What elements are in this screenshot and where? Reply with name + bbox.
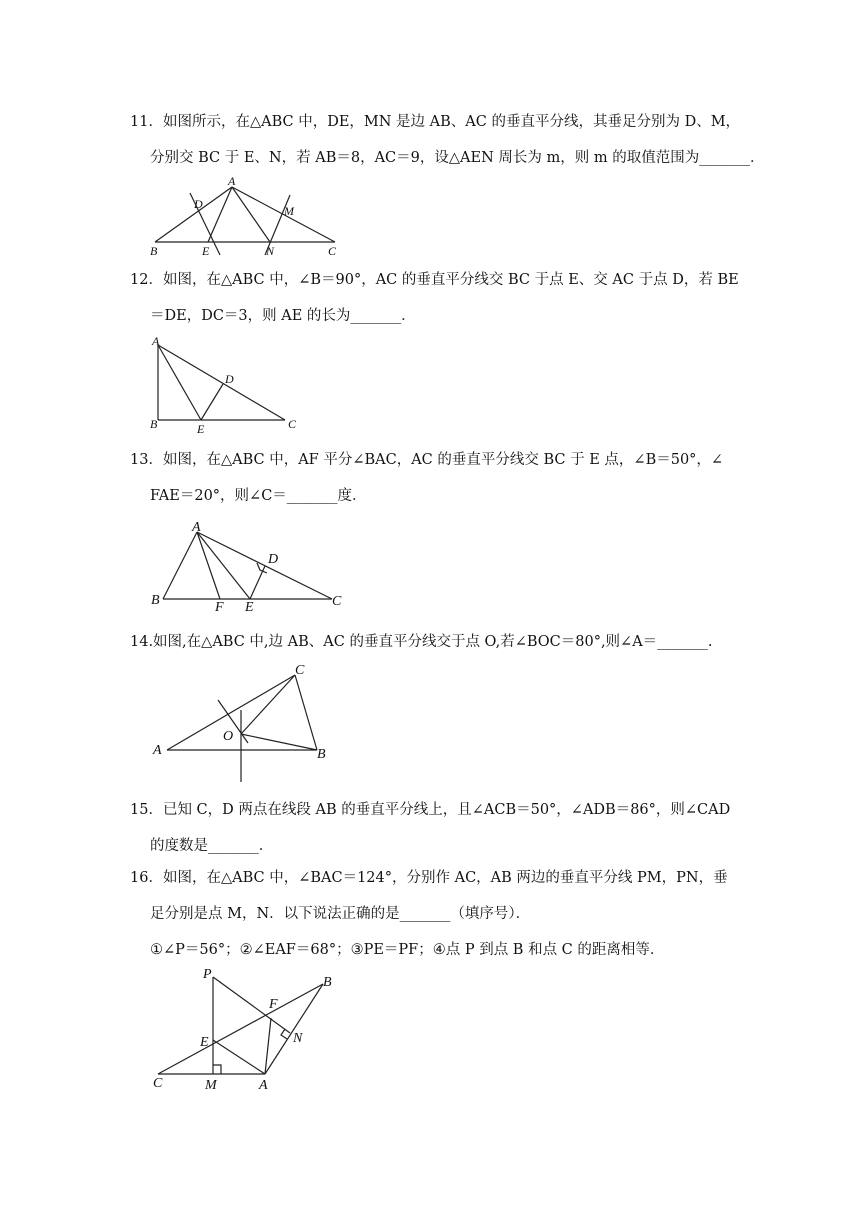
question-15-line-1: 15．已知 C，D 两点在线段 AB 的垂直平分线上，且∠ACB＝50°，∠ADB＝86°，则∠CAD — [130, 802, 731, 818]
question-16-line-2: 足分别是点 M，N．以下说法正确的是_______（填序号）． — [150, 906, 531, 922]
q14-label-A: A — [153, 743, 162, 758]
question-11-figure — [140, 175, 360, 260]
q13-label-E: E — [245, 600, 254, 612]
q11-label-B: B — [150, 244, 158, 258]
q11-label-N: N — [266, 244, 275, 258]
q11-label-D: D — [194, 197, 203, 211]
q11-label-M: M — [284, 204, 294, 218]
q12-label-D: D — [225, 372, 234, 386]
question-12-line-2: ＝DE，DC＝3，则 AE 的长为_______． — [150, 308, 416, 324]
q13-label-A: A — [192, 520, 201, 535]
q13-label-B: B — [151, 593, 160, 608]
q16-label-A: A — [259, 1078, 268, 1092]
question-13 — [130, 442, 740, 514]
question-11-line-2: 分别交 BC 于 E、N，若 AB＝8，AC＝9，设△AEN 周长为 m，则 m 的取值范围为_______． — [150, 150, 765, 166]
q16-label-B: B — [323, 975, 332, 990]
q12-label-B: B — [150, 417, 158, 431]
q16-label-F: F — [269, 997, 278, 1012]
question-11 — [130, 104, 765, 176]
question-13-line-2: FAE＝20°，则∠C＝_______度． — [150, 488, 367, 504]
question-16-line-3: ①∠P＝56°；②∠EAF＝68°；③PE＝PF；④点 P 到点 B 和点 C 的距离相等． — [150, 942, 665, 958]
question-13-figure — [145, 517, 360, 612]
question-14-figure — [145, 660, 345, 785]
q13-label-C: C — [332, 594, 342, 609]
q11-label-E: E — [202, 244, 210, 258]
question-15 — [130, 792, 740, 864]
q13-label-D: D — [268, 552, 279, 567]
q14-label-B: B — [317, 747, 326, 762]
q16-label-E: E — [200, 1035, 209, 1050]
q16-label-C: C — [153, 1076, 163, 1091]
question-16-line-1: 16．如图，在△ABC 中，∠BAC＝124°，分别作 AC，AB 两边的垂直平分线 PM，PN，垂 — [130, 870, 728, 886]
q14-label-O: O — [223, 729, 234, 744]
question-12-line-1: 12．如图，在△ABC 中，∠B＝90°，AC 的垂直平分线交 BC 于点 E、交 AC 于点 D，若 BE — [130, 272, 739, 288]
question-12-figure — [145, 335, 315, 435]
q16-label-P: P — [203, 967, 212, 982]
question-16-figure — [145, 962, 350, 1092]
q16-label-M: M — [205, 1078, 217, 1092]
question-14 — [130, 624, 740, 660]
q11-label-C: C — [328, 244, 337, 258]
question-15-line-2: 的度数是_______． — [150, 838, 274, 854]
q16-label-N: N — [293, 1031, 303, 1046]
q11-label-A: A — [228, 175, 236, 188]
q12-label-A: A — [152, 335, 160, 348]
question-13-line-1: 13．如图，在△ABC 中，AF 平分∠BAC，AC 的垂直平分线交 BC 于 E 点，∠B＝50°，∠ — [130, 452, 724, 468]
q14-label-C: C — [295, 663, 305, 678]
question-12 — [130, 262, 740, 334]
question-11-line-1: 11．如图所示，在△ABC 中，DE，MN 是边 AB、AC 的垂直平分线，其垂足分别为 D、M， — [130, 114, 741, 130]
q12-label-C: C — [288, 417, 297, 431]
question-14-line-1: 14.如图,在△ABC 中,边 AB、AC 的垂直平分线交于点 O,若∠BOC＝80°,则∠A＝_______. — [130, 634, 713, 650]
question-16 — [130, 860, 740, 968]
q12-label-E: E — [197, 422, 205, 435]
q13-label-F: F — [215, 600, 224, 612]
